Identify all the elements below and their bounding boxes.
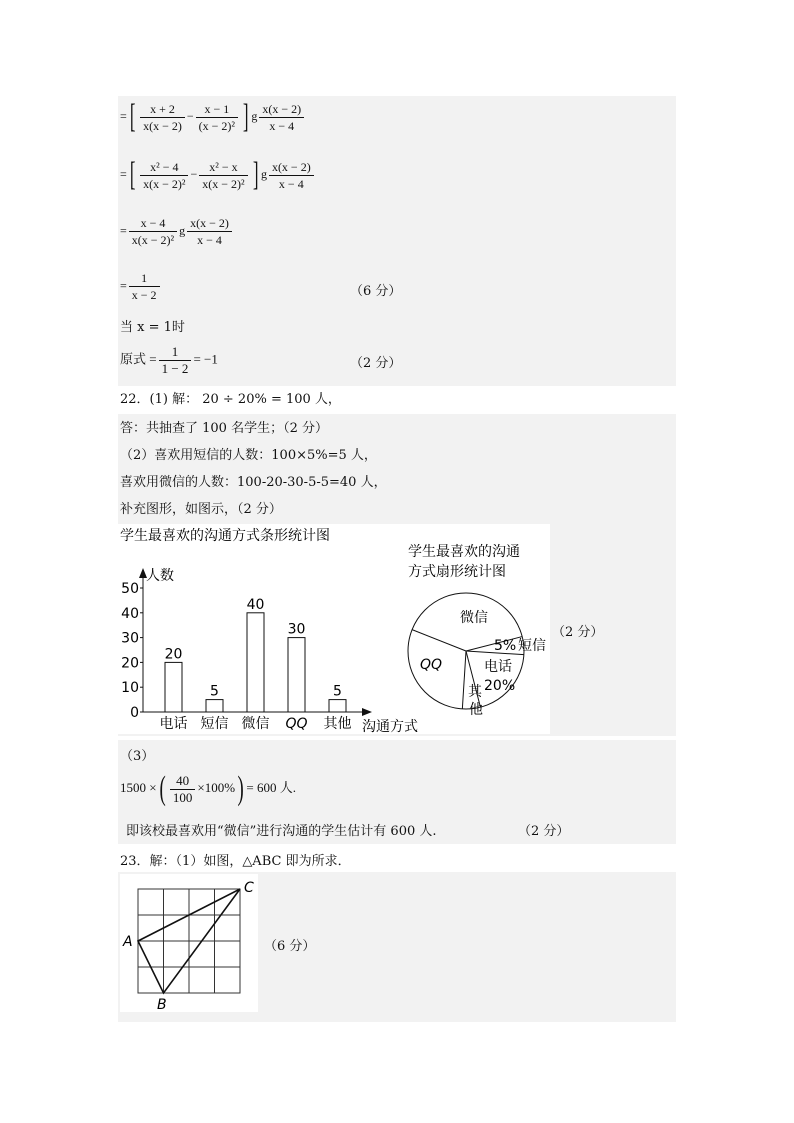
bar-value-label: 5: [210, 683, 219, 700]
y-tick-label: 20: [121, 655, 139, 672]
bar-value-label: 20: [164, 646, 183, 663]
y-tick-label: 50: [121, 581, 139, 597]
chart-svg: [118, 524, 550, 734]
vertex-c-label: C: [244, 880, 254, 896]
math-line-4: = $\frac{1}{x - 2}$: [120, 270, 162, 303]
q22-part2-supplement: 补充图形，如图示，（2 分）: [120, 502, 282, 517]
chart-score: （2 分）: [552, 625, 604, 640]
pie-slice-label: 他: [469, 702, 483, 718]
pie-slice-label: 短信: [518, 638, 546, 654]
category-label: QQ: [285, 716, 308, 732]
triangle-grid-svg: [120, 874, 258, 1012]
y-tick-label: 30: [121, 630, 139, 647]
q22-calculation: 1500 ×( $\frac{40}{100}$ ×100%) = 600 人.: [120, 770, 297, 807]
category-label: 电话: [159, 716, 188, 732]
math-line-3: = $\frac{x - 4}{\text{x(x − 2)²}}$ g $\frac{x(x - 2)}{x - 4}$: [120, 215, 234, 248]
bar-value-label: 30: [287, 621, 306, 638]
chart-figure: [118, 524, 550, 734]
y-ticks: [121, 581, 143, 721]
math-line-2: =[ $\frac{\text{x² − 4}}{\text{x(x − 2)²}}$ − $\frac{\text{x² − x}}{\text{x(x − 2)²}}$ ] g $\frac{x(x - 2)}{x - 4}$: [120, 158, 316, 192]
pie-slice-percent: 20%: [484, 678, 516, 694]
q22-part2-wechat: 喜欢用微信的人数：100-20-30-5-5=40 人，: [120, 475, 387, 490]
pie-title-line-2: 方式扇形统计图: [408, 564, 506, 580]
q23-score: （6 分）: [264, 939, 316, 954]
bar: [247, 613, 264, 712]
math-line-6-score: （2 分）: [350, 356, 402, 371]
y-axis-label: 人数: [146, 568, 174, 584]
vertex-b-label: B: [157, 997, 167, 1012]
grid: [138, 889, 240, 993]
category-label: 其他: [323, 716, 352, 732]
pie-slice-label: QQ: [420, 657, 443, 673]
q22-part1: 22．(1) 解： 20 ÷ 20% = 100 人，: [120, 392, 341, 407]
vertex-a-label: A: [123, 934, 133, 950]
bar: [206, 700, 223, 712]
x-axis-arrow: [362, 708, 372, 716]
pie-slice-label: 微信: [460, 610, 488, 626]
y-tick-label: 10: [121, 680, 139, 697]
bar-value-label: 40: [246, 596, 265, 613]
q22-answer: 答：共抽查了 100 名学生；（2 分）: [120, 421, 328, 436]
bar: [165, 662, 182, 712]
math-line-6: 原式 = $\frac{1}{1 - 2}$ = −1: [120, 344, 218, 376]
pie: [408, 593, 546, 718]
q22-part2-sms: （2）喜欢用短信的人数：100×5%=5 人，: [120, 448, 377, 463]
y-tick-label: 0: [130, 705, 139, 721]
bar: [329, 700, 346, 712]
math-line-5: 当 x = 1时: [120, 320, 185, 335]
category-label: 微信: [241, 716, 270, 732]
q23-figure: [120, 874, 258, 1012]
pie-slice-percent: 5%: [494, 638, 517, 654]
category-label: 短信: [200, 716, 229, 732]
q22-part3-label: （3）: [120, 749, 155, 764]
x-axis-label: 沟通方式: [362, 719, 418, 734]
pie-slice-label: 电话: [484, 659, 512, 675]
q22-conclusion: 即该校最喜欢用“微信”进行沟通的学生估计有 600 人.: [126, 824, 437, 839]
math-line-1: =[ $\frac{x + 2}{x(x - 2)}$ − $\frac{x - 1}{\text{(x − 2)²}}$ ] g $\frac{x(x - 2)}{x - 4}$: [120, 100, 306, 134]
q22-conclusion-score: （2 分）: [518, 824, 570, 839]
bar-value-label: 5: [333, 683, 342, 700]
bar-chart-title: 学生最喜欢的沟通方式条形统计图: [120, 528, 330, 544]
pie-slice-label: 其: [468, 684, 482, 700]
bar: [288, 638, 305, 712]
q23-text: 23．解：（1）如图，△ABC 即为所求．: [120, 854, 351, 869]
math-line-4-score: （6 分）: [350, 284, 402, 299]
pie-title-line-1: 学生最喜欢的沟通: [408, 544, 520, 560]
y-tick-label: 40: [121, 605, 139, 622]
